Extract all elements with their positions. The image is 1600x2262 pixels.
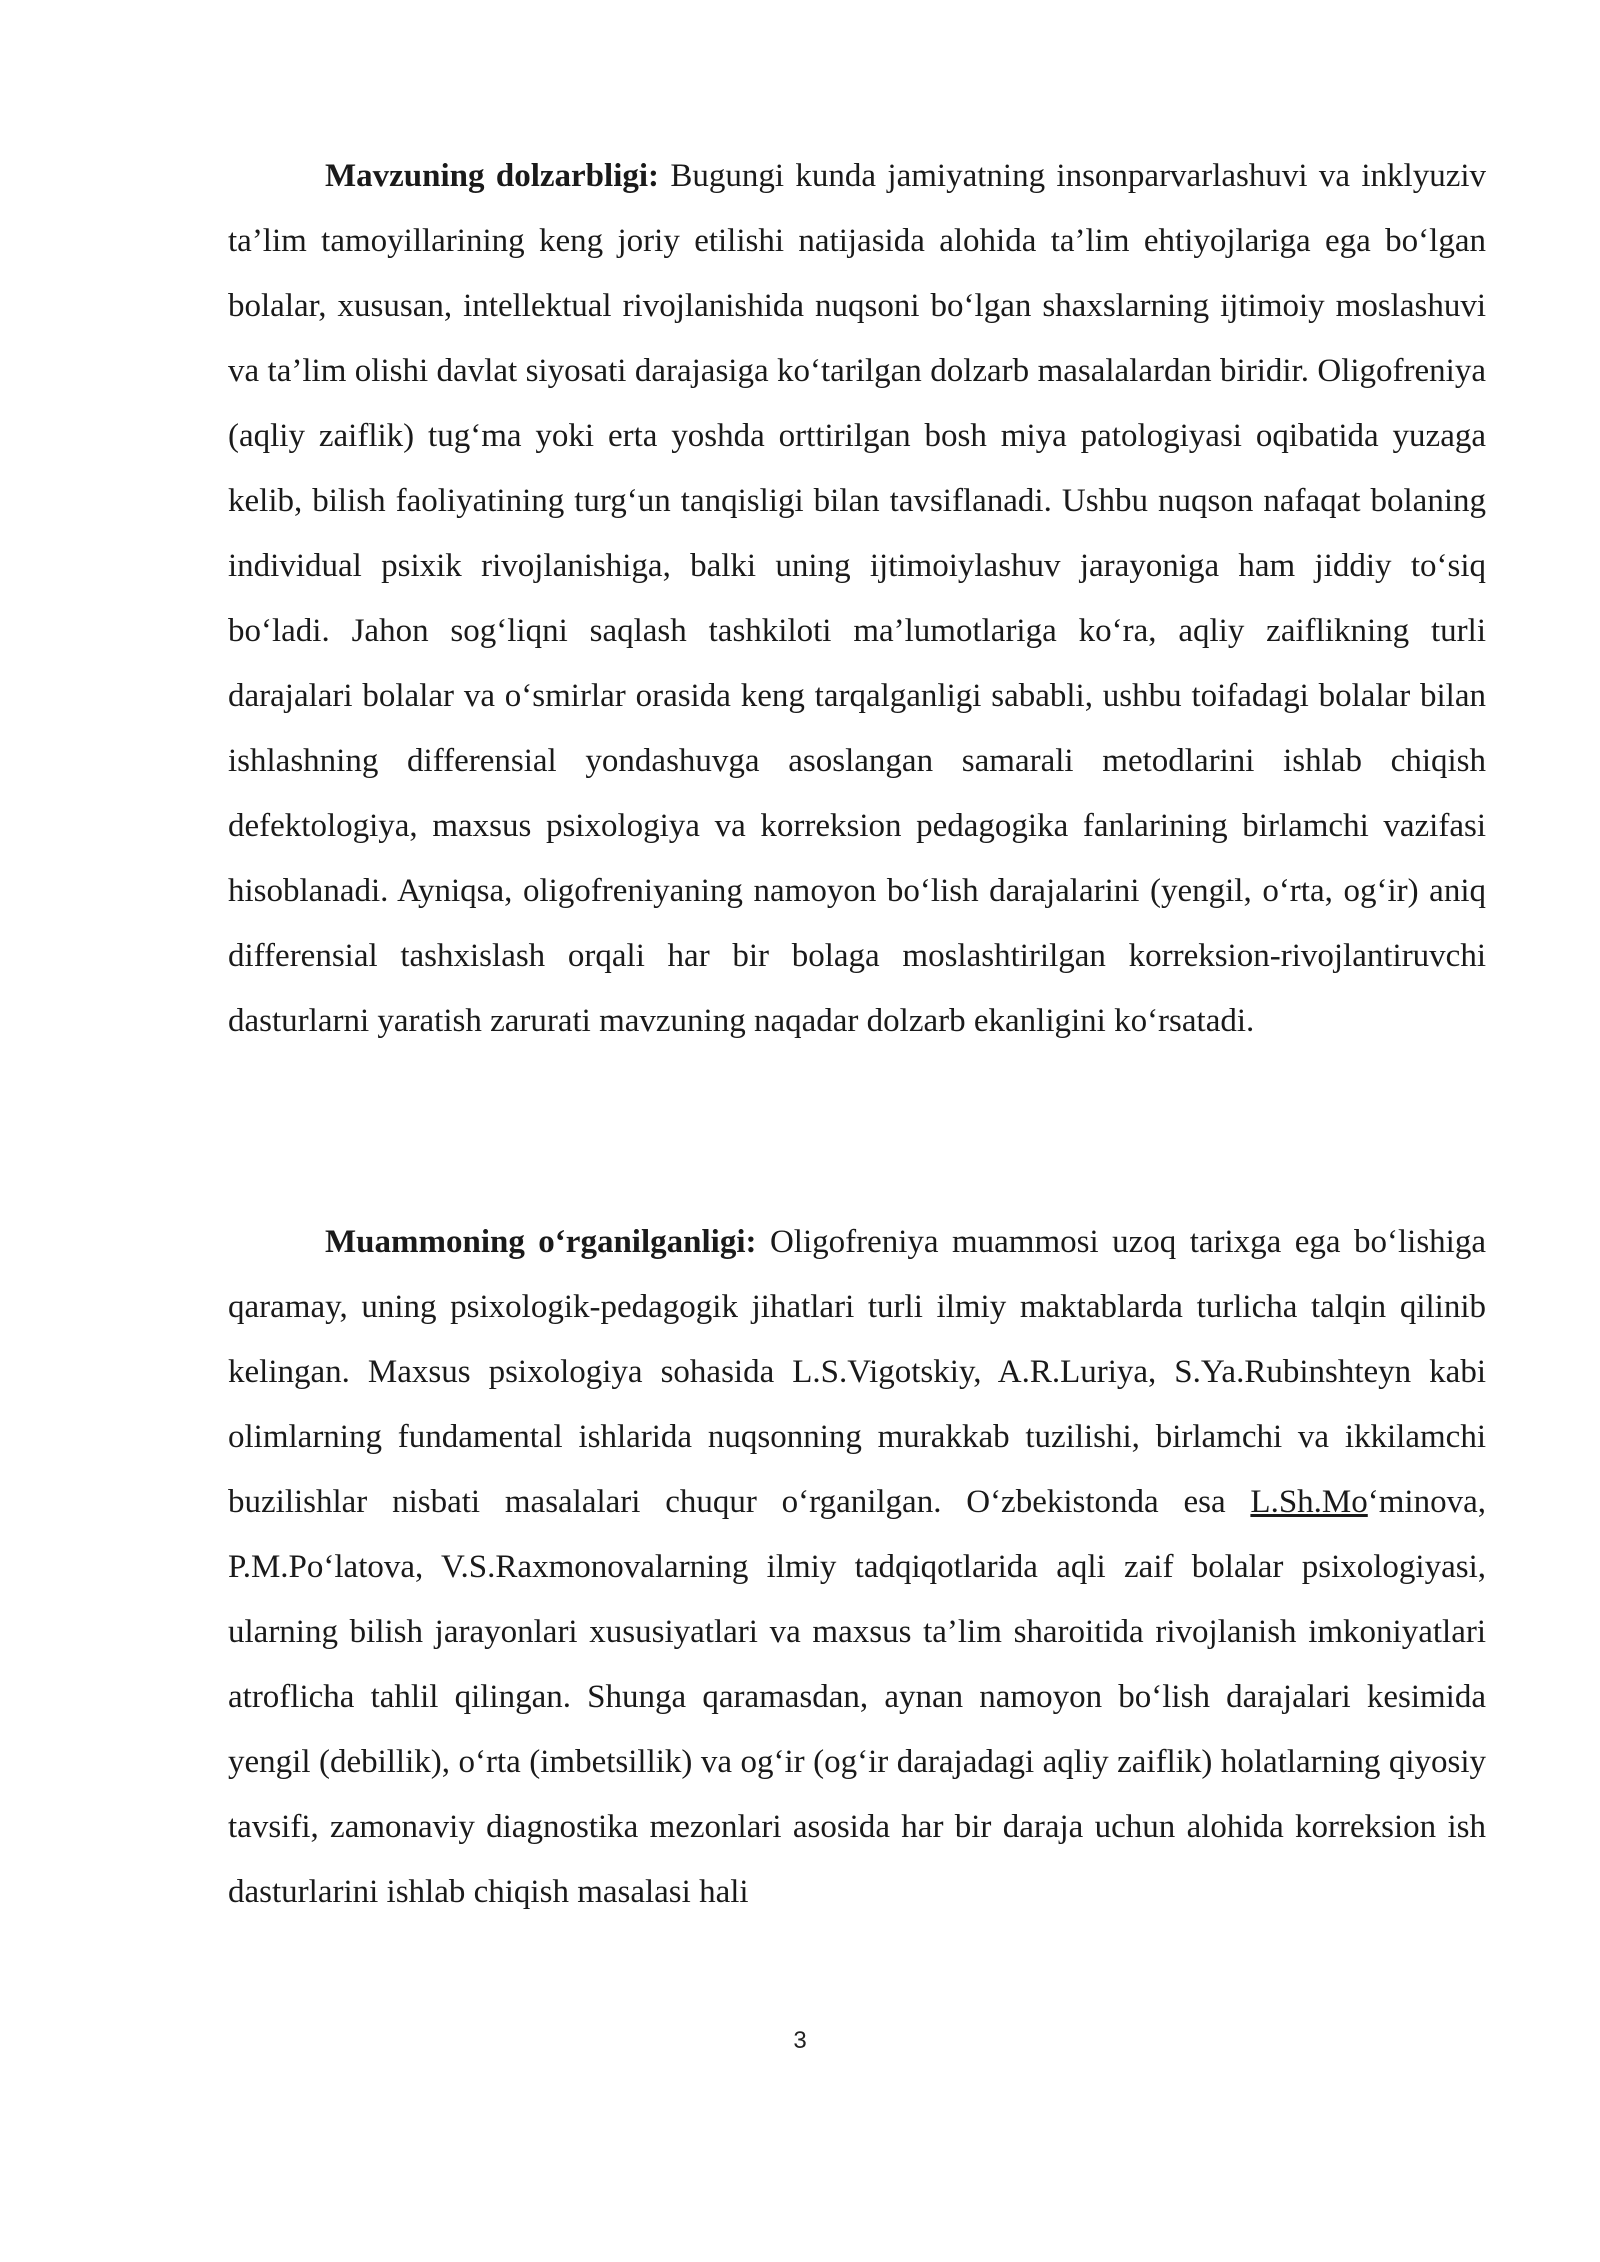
paragraph-text	[228, 1210, 1486, 1925]
paragraph-body-part-2: ʻminova, P.M.Poʻlatova, V.S.Raxmonovalarning ilmiy tadqiqotlarida aqli zaif bolalar psixologiyasi, ularning bilish jarayonlari xususiyatlari va maxsus ta’lim sharoitida rivojlanish imkoniyatlari atroflicha tahlil qilingan. Shunga qaramasdan, aynan namoyon boʻlish darajalari kesimida yengil (debillik), oʻrta (imbetsillik) va ogʻir (ogʻir darajadagi aqliy zaiflik) holatlarning qiyosiy tavsifi, zamonaviy diagnostika mezonlari asosida har bir daraja uchun alohida korreksion ish dasturlarini ishlab chiqish masalasi hali	[228, 1484, 1486, 1910]
paragraph-heading: Mavzuning dolzarbligi:	[325, 158, 660, 194]
paragraph-body-part-1: Oligofreniya muammosi uzoq tarixga ega boʻlishiga qaramay, uning psixologik-pedagogik jihatlari turli ilmiy maktablarda turlicha talqin qilinib kelingan. Maxsus psixologiya sohasida L.S.Vigotskiy, A.R.Luriya, S.Ya.Rubinshteyn kabi olimlarning fundamental ishlarida nuqsonning murakkab tuzilishi, birlamchi va ikkilamchi buzilishlar nisbati masalalari chuqur oʻrganilgan. Oʻzbekistonda esa	[228, 1224, 1486, 1520]
paragraph-body: Bugungi kunda jamiyatning insonparvarlashuvi va inklyuziv ta’lim tamoyillarining keng joriy etilishi natijasida alohida ta’lim ehtiyojlariga ega boʻlgan bolalar, xususan, intellektual rivojlanishida nuqsoni boʻlgan shaxslarning ijtimoiy moslashuvi va ta’lim olishi davlat siyosati darajasiga koʻtarilgan dolzarb masalalardan biridir. Oligofreniya (aqliy zaiflik) tugʻma yoki erta yoshda orttirilgan bosh miya patologiyasi oqibatida yuzaga kelib, bilish faoliyatining turgʻun tanqisligi bilan tavsiflanadi. Ushbu nuqson nafaqat bolaning individual psixik rivojlanishiga, balki uning ijtimoiylashuv jarayoniga ham jiddiy toʻsiq boʻladi. Jahon sogʻliqni saqlash tashkiloti ma’lumotlariga koʻra, aqliy zaiflikning turli darajalari bolalar va oʻsmirlar orasida keng tarqalganligi sababli, ushbu toifadagi bolalar bilan ishlashning differensial yondashuvga asoslangan samarali metodlarini ishlab chiqish defektologiya, maxsus psixologiya va korreksion pedagogika fanlarining birlamchi vazifasi hisoblanadi. Ayniqsa, oligofreniyaning namoyon boʻlish darajalarini (yengil, oʻrta, ogʻir) aniq differensial tashxislash orqali har bir bolaga moslashtirilgan korreksion-rivojlantiruvchi dasturlarni yaratish zarurati mavzuning naqadar dolzarb ekanligini koʻrsatadi.	[228, 158, 1487, 1039]
paragraph-heading: Muammoning oʻrganilganligi:	[325, 1224, 757, 1260]
page-number: 3	[793, 2027, 807, 2054]
paragraph-research-state	[228, 1210, 1486, 1925]
paragraph-text	[228, 144, 1486, 1054]
underlined-author-name: L.Sh.Mo	[1250, 1484, 1368, 1520]
paragraph-relevance	[228, 144, 1486, 1054]
